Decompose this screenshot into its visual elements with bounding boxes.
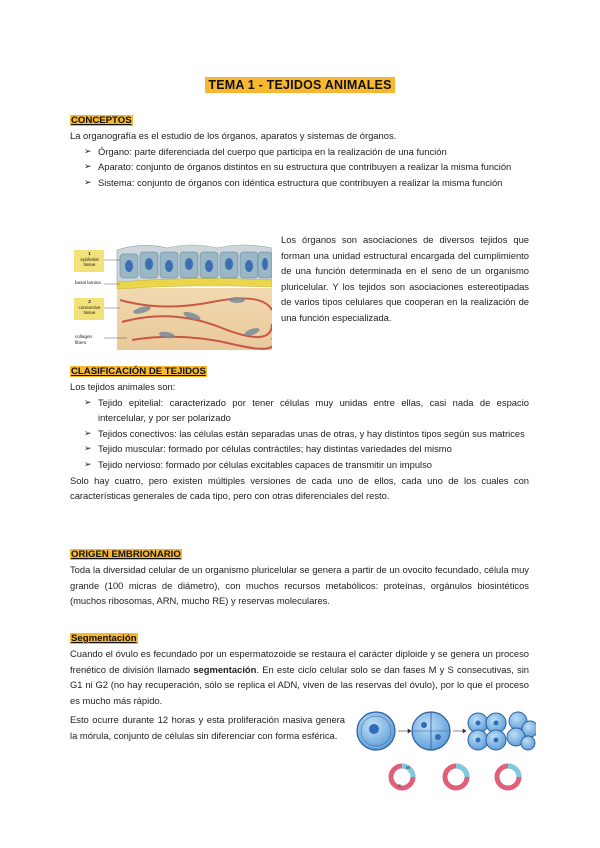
connective-label xyxy=(75,299,104,316)
cell-cycle-ring xyxy=(497,766,519,788)
connective-number: 2 xyxy=(88,299,91,304)
collagen-label: collagen fibers xyxy=(75,334,93,345)
list-item: ➢ Tejido muscular: formado por células contráctiles; hay distintas variedades del mismo xyxy=(70,441,529,457)
clasificacion-outro: Solo hay cuatro, pero existen múltiples versiones de cada uno de ellos, cada uno de los cuales con características generales de cada tipo, pero con otras diferenciales del resto. xyxy=(70,474,529,502)
page-title: TEMA 1 - TEJIDOS ANIMALES xyxy=(205,77,394,93)
list-item: ➢ Sistema: conjunto de órganos con idéntica estructura que contribuyen a realizar la misma función xyxy=(70,175,529,191)
morula-paragraph: Esto ocurre durante 12 horas y esta proliferación masiva genera la mórula, conjunto de células sin diferenciar con forma esférica. xyxy=(70,714,345,741)
list-item: ➢ Aparato: conjunto de órganos distintos en su estructura que contribuyen a realizar la misma función xyxy=(70,159,529,175)
origen-paragraph: Toda la diversidad celular de un organismo pluricelular se genera a partir de un ovocito fecundado, célula muy grande (100 micras de diámetro), con muchos recursos metabólicos: proteínas, orgánulos biosintéticos (muchos ribosomas, ARN, mucho RE) y reservas moleculares. xyxy=(70,564,529,607)
segmentacion-heading-wrap xyxy=(70,630,138,647)
segmentacion-paragraph xyxy=(70,646,529,708)
segmentacion-text-b: . En este ciclo celular solo se dan fases M y S consecutivas, sin G1 ni G2 (no hay recuperación, sólo se replica el ADN, viven de las reservas del óvulo), por lo que el proceso es mucho más rápido. xyxy=(70,663,529,706)
clasificacion-heading-wrap xyxy=(70,363,207,380)
four-cell-stage xyxy=(468,713,506,750)
epithelial-number: 1 xyxy=(88,251,91,256)
segmentacion-keyword: segmentación xyxy=(193,663,257,675)
morula-stage xyxy=(507,712,536,750)
clasificacion-list xyxy=(70,395,529,473)
conceptos-heading: CONCEPTOS xyxy=(71,115,132,126)
connective-text: connective tissue xyxy=(78,304,101,316)
cleavage-figure xyxy=(356,703,536,795)
organos-paragraph: Los órganos son asociaciones de diversos tejidos que forman una unidad estructural encargada del cumplimiento de una función determinada en el seno de un organismo pluricelular. Y los tejidos son asociaciones estereotipadas de varios tipos celulares que cooperan en la realización de una función especializada. xyxy=(281,234,529,323)
conceptos-list xyxy=(70,144,529,191)
epithelial-text: epithelial tissue xyxy=(80,256,99,268)
epithelial-label xyxy=(75,251,104,268)
list-item: ➢ Tejidos conectivos: las células están separadas unas de otras, y hay distintos tipos según sus matrices xyxy=(70,426,529,442)
page-title-wrap xyxy=(0,78,600,94)
list-item: ➢ Tejido epitelial: caracterizado por tener células muy unidas entre ellas, casi nada de espacio intercelular, y por ser polarizado xyxy=(70,395,529,426)
list-item: ➢ Órgano: parte diferenciada del cuerpo que participa en la realización de una función xyxy=(70,144,529,160)
cleavage-illustration xyxy=(356,703,536,795)
conceptos-intro: La organografía es el estudio de los órganos, aparatos y sistemas de órganos. xyxy=(70,130,397,141)
conceptos-heading-wrap xyxy=(70,112,133,129)
clasificacion-heading: CLASIFICACIÓN DE TEJIDOS xyxy=(71,366,206,377)
conceptos-block xyxy=(70,128,529,190)
clasificacion-intro: Los tejidos animales son: xyxy=(70,381,176,392)
origen-heading-wrap xyxy=(70,546,182,563)
cycle-label-m: M xyxy=(406,765,410,770)
cell-cycle-ring xyxy=(445,766,467,788)
list-item: ➢ Tejido nervioso: formado por células excitables capaces de transmitir un impulso xyxy=(70,457,529,473)
tissue-figure xyxy=(72,240,272,350)
segmentacion-heading: Segmentación xyxy=(71,633,137,644)
segmentacion-text-a: Cuando el óvulo es fecundado por un espermatozoide se restaura el carácter diploide y se genera un proceso frenético de división llamado xyxy=(70,648,529,675)
cycle-label-s: S xyxy=(398,783,402,788)
basal-lamina-label: basal lamina xyxy=(75,280,101,285)
origen-heading: ORIGEN EMBRIONARIO xyxy=(71,549,181,560)
clasificacion-block xyxy=(70,379,529,504)
